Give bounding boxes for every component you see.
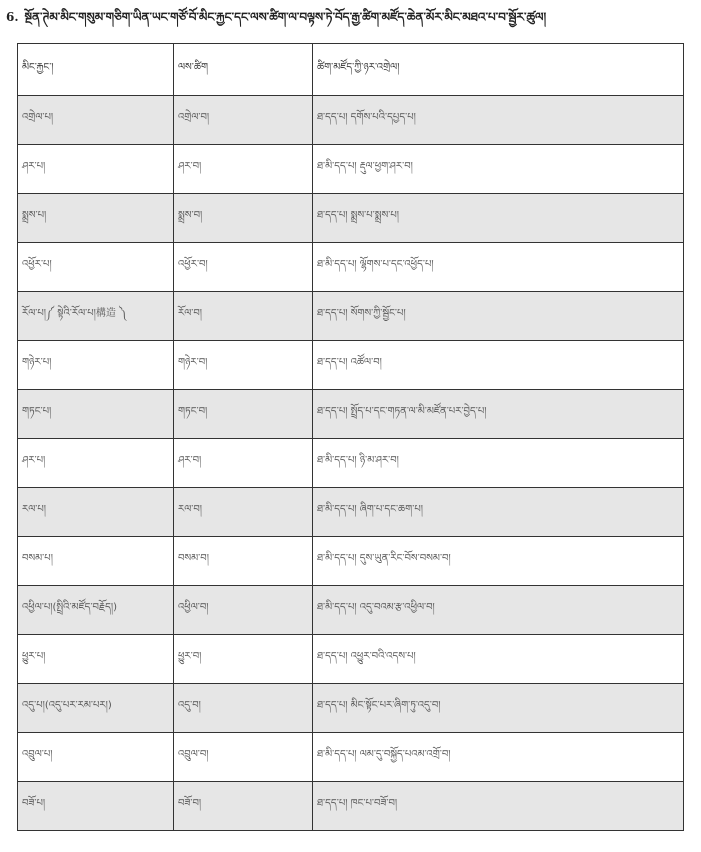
noun-cell: ཕྱུར་པ། — [18, 635, 174, 684]
table-row — [18, 488, 684, 537]
heading-number: 6. — [6, 10, 19, 24]
note-cell: ཐ་མི་དད་པ། ཞིག་པ་དང་ཆག་པ། — [313, 488, 684, 537]
verb-cell: བསམ་བ། — [174, 537, 313, 586]
note-cell: ཐ་མི་དད་པ། དུས་ཡུན་རིང་བོས་བསམ་བ། — [313, 537, 684, 586]
header-noun: མིང་རྐྱང་། — [18, 44, 174, 96]
table-row — [18, 243, 684, 292]
noun-cell: འགྲེལ་པ། — [18, 96, 174, 145]
verb-cell: འདུ་བ། — [174, 684, 313, 733]
table-header-row — [18, 44, 684, 96]
noun-cell: འཕྱོར་པ། — [18, 243, 174, 292]
table-row — [18, 537, 684, 586]
verb-cell: འཕྱིལ་བ། — [174, 586, 313, 635]
noun-cell: སྨྲས་པ། — [18, 194, 174, 243]
table-row — [18, 390, 684, 439]
table-row — [18, 292, 684, 341]
verb-cell: སྨྲས་བ། — [174, 194, 313, 243]
verb-cell: ཤར་བ། — [174, 439, 313, 488]
heading-text: སྔོན་ཊེམ་མིང་གསུམ་གཅིག་ཡིན་ཡང་གཙོ་བོ་མིང་རྐྱང་དང་ལས་ཚིག་ལ་བལྟས་ཏེ་བོད་རྒྱ་ཚིག་མཛོད་ཆེན་མོར་མིང་མཐའ་པ་བ་སྦྱོར་ཚུལ། — [24, 10, 547, 24]
verb-noun-table — [17, 43, 684, 831]
note-cell: ཐ་དད་པ། དགོས་པའི་དཔྱད་པ། — [313, 96, 684, 145]
noun-cell: བསམ་པ། — [18, 537, 174, 586]
header-dictionary-note: ཚིག་མཛོད་ཀྱི་ཉར་འགྲེལ། — [313, 44, 684, 96]
verb-cell: རོལ་བ། — [174, 292, 313, 341]
note-cell: ཐ་མི་དད་པ། ལམ་དུ་བསྐྱོད་པའམ་འགྲོ་བ། — [313, 733, 684, 782]
noun-cell: གཉེར་པ། — [18, 341, 174, 390]
verb-cell: གཉེར་བ། — [174, 341, 313, 390]
note-cell: ཐ་མི་དད་པ། འདུ་བའམ་རྩ་འཕྱིལ་བ། — [313, 586, 684, 635]
verb-cell: ཤར་བ། — [174, 145, 313, 194]
verb-cell: འཕྱོར་བ། — [174, 243, 313, 292]
verb-cell: འབྲུལ་བ། — [174, 733, 313, 782]
table-row — [18, 96, 684, 145]
note-cell: ཐ་མི་དད་པ། ལྷོགས་པ་དང་འཕྱོད་པ། — [313, 243, 684, 292]
note-cell: ཐ་དད་པ། མིང་སྟོང་པར་ཞིག་ཏུ་འདུ་བ། — [313, 684, 684, 733]
noun-cell: འདུ་པ།(འདུ་པར་རམ་པར།) — [18, 684, 174, 733]
note-cell: ཐ་དད་པ། ཁང་པ་བཟོ་བ། — [313, 782, 684, 831]
table-row — [18, 194, 684, 243]
table-row — [18, 586, 684, 635]
table-row — [18, 684, 684, 733]
table-row — [18, 341, 684, 390]
table-row — [18, 145, 684, 194]
table-row — [18, 439, 684, 488]
verb-cell: བཟོ་བ། — [174, 782, 313, 831]
noun-cell: རལ་པ། — [18, 488, 174, 537]
note-cell: ཐ་དད་པ། འཕྱུར་བའི་འདས་པ། — [313, 635, 684, 684]
noun-cell: ཤར་པ། — [18, 145, 174, 194]
noun-cell: ཤར་པ། — [18, 439, 174, 488]
noun-cell: གཏང་པ། — [18, 390, 174, 439]
note-cell: ཐ་མི་དད་པ། ཉི་མ་ཤར་བ། — [313, 439, 684, 488]
noun-cell: འཕྱིལ་པ།(སྤྲིའི་མཛོད་བརྗོད།) — [18, 586, 174, 635]
noun-cell: བཟོ་པ། — [18, 782, 174, 831]
verb-cell: གཏང་བ། — [174, 390, 313, 439]
note-cell: ཐ་དད་པ། འཚོལ་བ། — [313, 341, 684, 390]
note-cell: ཐ་དད་པ། སྤྲོད་པ་དང་གཏན་ལ་མི་མཛོན་པར་བྱེད་པ། — [313, 390, 684, 439]
note-cell: ཐ་མི་དད་པ། རྡུལ་ཕྱག་ཤར་བ། — [313, 145, 684, 194]
header-verb: ལས་ཚིག — [174, 44, 313, 96]
page-heading — [6, 4, 696, 30]
noun-cell: འབྲུལ་པ། — [18, 733, 174, 782]
table-row — [18, 635, 684, 684]
note-cell: ཐ་དད་པ། སྨྲས་པ་སྨྲས་པ། — [313, 194, 684, 243]
verb-cell: རལ་བ། — [174, 488, 313, 537]
verb-cell: འགྲེལ་བ། — [174, 96, 313, 145]
note-cell: ཐ་དད་པ། སོགས་ཀྱི་སྦྱོང་པ། — [313, 292, 684, 341]
table-row — [18, 733, 684, 782]
verb-cell: ཕྱུར་བ། — [174, 635, 313, 684]
table-row — [18, 782, 684, 831]
noun-cell: རོལ་པ།༼ སྟེའི་རོལ་པ།構造 ༽ — [18, 292, 174, 341]
